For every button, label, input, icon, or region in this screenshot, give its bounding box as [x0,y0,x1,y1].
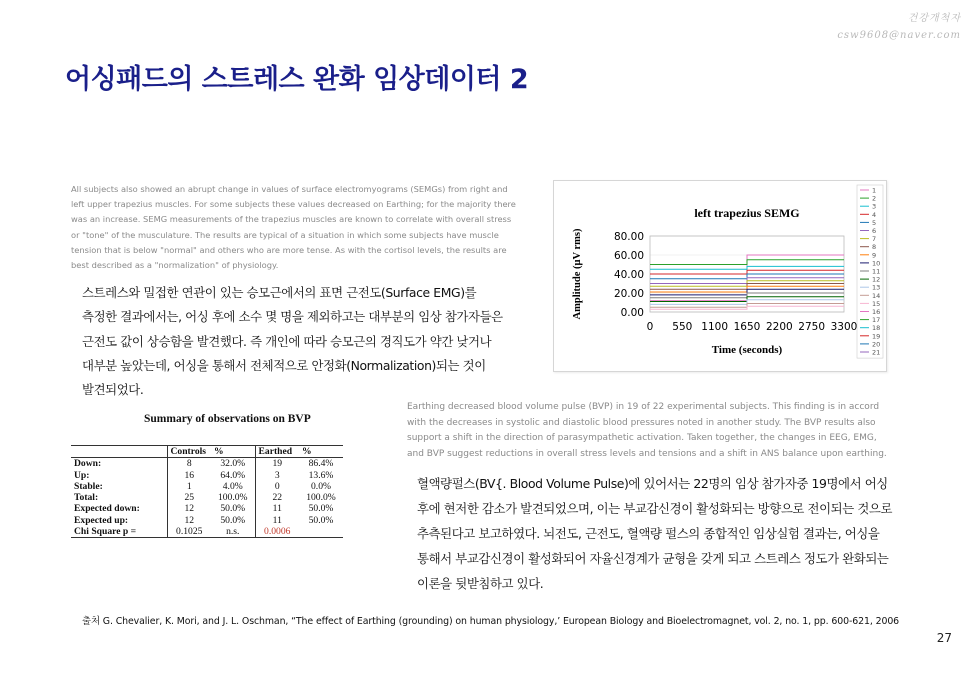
legend-label: 5 [872,218,877,227]
bvp-cell: 1 [167,481,211,492]
bvp-cell: Up: [74,469,90,481]
semg-english-text: All subjects also showed an abrupt change in values of surface electromyograms (SEMGs) from right and left upper trapezius muscles. For some subjects these values decreased on Earthing; for the majority there was an increase. SEMG measurements of the trapezius muscles are known to correlate with overall stress or "tone" of the musculature. The results are typical of a situation in which some subjects have muscle tension that is below "normal" and others who are more tense. As with the cortisol levels, the results are best described as a "normalization" of physiology. [71,184,516,271]
bvp-cell: 4.0% [222,480,243,492]
bvp-cell: 22 [255,492,299,503]
bvp-korean-text: 혈액량펄스(BV{. Blood Volume Pulse)에 있어서는 22명의 임상 참가자중 19명에서 어싱 후에 현저한 감소가 발견되었으며, 이는 부교감신경이 활성화되는 방향으로 전이되는 것으로 추측된다고 보고하였다. 뇌전도, 근전도, 혈액량 펄스의 종합적인 임상실험 결과는, 어싱을 통해서 부교감신경이 활성화되어 자율신경계가 균형을 갖게 되고 스트레스 정도가 완화되는 이론을 뒷받침하고 있다. [417,476,893,591]
legend-label: 14 [872,291,881,300]
bvp-cell: 12 [167,503,211,514]
bvp-cell: Chi Square p = [71,526,167,538]
legend-label: 4 [872,210,877,219]
legend-label: 10 [872,259,881,268]
y-tick-label: 80.00 [613,231,644,243]
bvp-cell: 100.0% [306,492,336,504]
legend-label: 18 [872,324,881,333]
bvp-cell: 19 [255,458,299,470]
bvp-cell: Stable: [74,480,103,492]
bvp-cell: n.s. [211,526,255,538]
bvp-cell: 13.6% [308,469,334,481]
legend-label: 19 [872,332,881,341]
bvp-row [71,470,343,481]
semg-chart-svg [554,181,886,371]
bvp-cell: 0.0006 [255,526,299,538]
bvp-header-cell [71,446,167,458]
x-tick-label: 1100 [701,321,729,333]
legend-label: 8 [872,243,877,252]
series-line [650,270,844,274]
bvp-cell: 50.0% [308,503,334,515]
legend-label: 3 [872,202,877,211]
y-tick-label: 0.00 [620,307,644,319]
bvp-table [71,445,343,538]
legend-label: 20 [872,340,881,349]
bvp-row [71,481,343,492]
bvp-cell: 50.0% [220,514,246,526]
legend-label: 13 [872,283,881,292]
page-title: 어싱패드의 스트레스 완화 임상데이터 2 [65,64,529,95]
y-tick-label: 20.00 [613,288,644,300]
bvp-english-text: Earthing decreased blood volume pulse (BVP) in 19 of 22 experimental subjects. This finding is in accord with the decreases in systolic and diastolic blood pressures noted in another study. The BVP results also support a shift in the direction of parasympathetic activation. Taken together, the changes in EEG, EMG, and BVP suggest reductions in overall stress levels and tensions and a shift in ANS balance upon earthing. [407,402,887,459]
series-line [650,266,844,269]
bvp-cell: Expected down: [74,503,140,515]
bvp-row [71,515,343,526]
legend-label: 21 [872,348,881,357]
page-number: 27 [936,631,952,645]
bvp-row [71,526,343,538]
bvp-cell: 86.4% [308,458,334,470]
bvp-cell: 50.0% [220,503,246,515]
legend-label: 9 [872,251,877,260]
bvp-cell: 32.0% [220,458,246,470]
bvp-cell: 0.1025 [167,526,211,538]
y-tick-label: 40.00 [613,269,644,281]
y-tick-label: 60.00 [613,250,644,262]
bvp-row [71,458,343,470]
bvp-header-cell: Earthed [255,446,299,458]
watermark-email: csw9608@naver.com [837,30,961,41]
legend-label: 7 [872,235,877,244]
x-tick-label: 0 [646,321,654,333]
y-axis-label: Amplitude (μV rms) [572,228,583,320]
bvp-cell: 8 [167,458,211,470]
bvp-cell: 25 [167,492,211,503]
bvp-cell: Down: [74,458,102,470]
bvp-cell: 12 [167,515,211,526]
bvp-cell: Total: [74,492,99,504]
legend-label: 16 [872,308,881,316]
bvp-header-cell: % [299,446,343,458]
x-tick-label: 1650 [733,321,761,333]
watermark [837,10,961,44]
bvp-cell: 64.0% [220,469,246,481]
legend-label: 12 [872,275,881,284]
legend-label: 15 [872,299,881,308]
x-tick-label: 2750 [798,321,826,333]
legend-label: 6 [872,227,877,235]
legend-label: 11 [872,267,881,276]
x-tick-label: 2200 [765,321,793,333]
x-tick-label: 550 [672,321,693,333]
bvp-cell: 16 [167,470,211,481]
citation: 출처 G. Chevalier, K. Mori, and J. L. Oschman, “The effect of Earthing (grounding) on human physiology,’ European Biology and Bioelectromagnet, vol. 2, no. 1, pp. 600-621, 2006 [82,616,900,627]
bvp-cell: Expected up: [74,514,129,526]
x-tick-label: 3300 [830,321,858,333]
bvp-table-title: Summary of observations on BVP [144,413,311,425]
watermark-name: 건강개척자 [907,13,961,24]
bvp-cell: 50.0% [308,514,334,526]
bvp-header-cell: Controls [167,446,211,458]
bvp-cell: 100.0% [217,492,248,504]
chart-title: left trapezius SEMG [694,206,800,220]
bvp-cell: 3 [255,470,299,481]
bvp-header-cell: % [211,446,255,458]
bvp-summary [69,410,389,576]
bvp-cell [299,526,343,538]
bvp-row [71,492,343,503]
bvp-cell: 11 [255,503,299,514]
bvp-cell: 0 [255,481,299,492]
x-axis-label: Time (seconds) [711,344,783,356]
series-line [650,260,844,265]
bvp-cell: 11 [255,515,299,526]
legend-label: 17 [872,316,881,325]
legend-label: 2 [872,194,877,203]
semg-chart [553,180,887,372]
legend-label: 1 [872,186,877,195]
bvp-cell: 0.0% [311,480,331,492]
semg-korean-text: 스트레스와 밀접한 연관이 있는 승모근에서의 표면 근전도(Surface EMG)를 측정한 결과에서는, 어싱 후에 소수 몇 명을 제외하고는 대부분의 임상 참가자들은 근전도 값이 상승함을 발견했다. 즉 개인에 따라 승모근의 경직도가 약간 낮거나 대부분 높았는데, 어싱을 통해서 전체적으로 안정화(Normalization)되는 것이 발견되었다. [82,285,503,398]
bvp-row [71,503,343,514]
